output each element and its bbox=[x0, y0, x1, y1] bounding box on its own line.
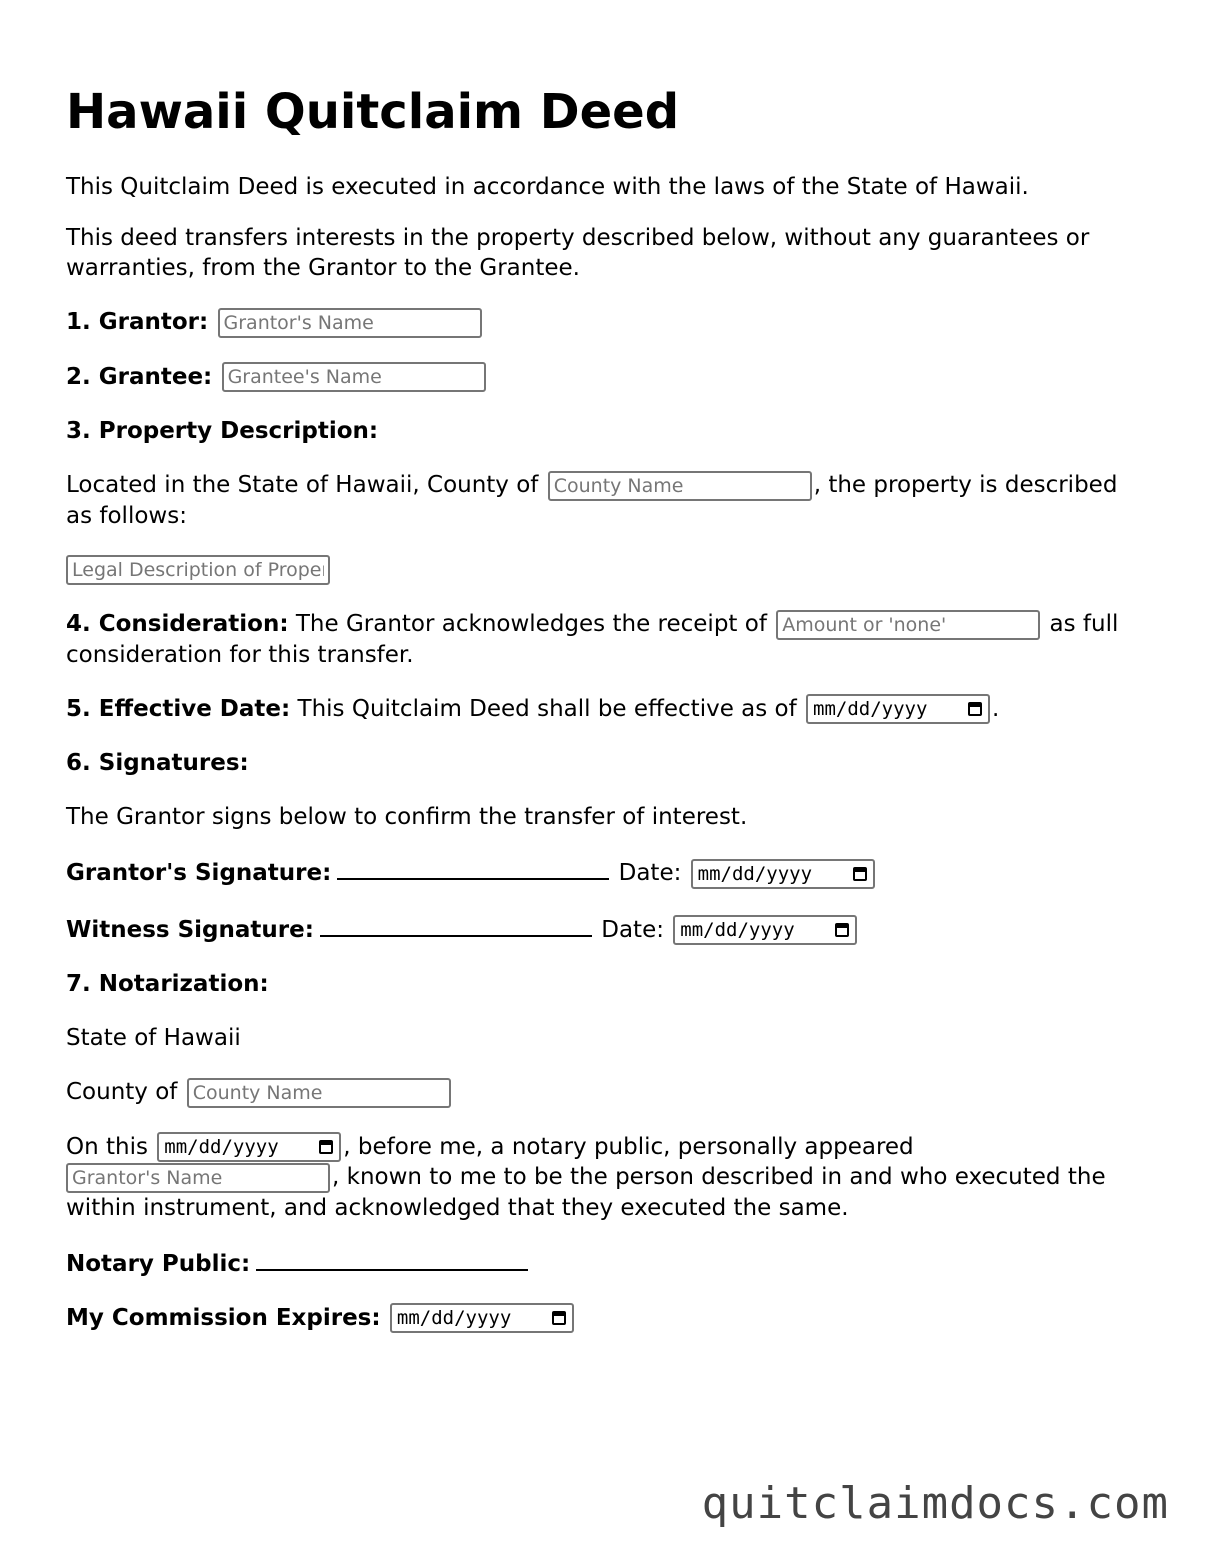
notary-on-this: On this bbox=[66, 1133, 148, 1160]
notary-public-label: Notary Public: bbox=[66, 1250, 251, 1277]
notary-state-row bbox=[66, 1023, 1141, 1053]
effective-date-label: 5. Effective Date: bbox=[66, 695, 291, 722]
notary-county-row bbox=[66, 1077, 1141, 1108]
notarization-heading-row bbox=[66, 969, 1141, 999]
date-placeholder: mm/dd/yyyy bbox=[680, 919, 795, 941]
notary-public-row bbox=[66, 1247, 1141, 1279]
property-text-after: , the property is described as follows: bbox=[66, 472, 1118, 529]
calendar-icon[interactable] bbox=[853, 867, 867, 881]
legal-description-input[interactable] bbox=[66, 555, 330, 585]
date-placeholder: mm/dd/yyyy bbox=[697, 862, 813, 885]
grantor-signature-label: Grantor's Signature: bbox=[66, 860, 332, 886]
property-location-row bbox=[66, 470, 1141, 531]
consideration-text-after: as full consideration for this transfer. bbox=[66, 611, 1119, 668]
grantor-row bbox=[66, 307, 1141, 338]
notary-grantor-name-input[interactable] bbox=[66, 1163, 330, 1193]
witness-signature-date-input[interactable] bbox=[673, 915, 857, 945]
property-heading: 3. Property Description: bbox=[66, 418, 379, 444]
date-placeholder: mm/dd/yyyy bbox=[396, 1307, 512, 1329]
property-heading-row bbox=[66, 416, 1141, 446]
signatures-heading-row bbox=[66, 748, 1141, 778]
witness-signature-line[interactable] bbox=[320, 913, 592, 937]
effective-date-row bbox=[66, 694, 1141, 725]
consideration-text-before: The Grantor acknowledges the receipt of bbox=[288, 611, 767, 637]
commission-expires-row bbox=[66, 1303, 1141, 1334]
page-title: Hawaii Quitclaim Deed bbox=[66, 84, 680, 140]
signatures-text-row bbox=[66, 802, 1141, 832]
calendar-icon[interactable] bbox=[552, 1311, 566, 1325]
effective-date-text: This Quitclaim Deed shall be effective as of bbox=[290, 695, 797, 722]
consideration-row bbox=[66, 609, 1141, 670]
date-placeholder: mm/dd/yyyy bbox=[164, 1136, 279, 1158]
grantor-signature-date-input[interactable] bbox=[691, 859, 875, 889]
property-county-input[interactable] bbox=[548, 471, 812, 501]
calendar-icon[interactable] bbox=[319, 1140, 333, 1154]
watermark: quitclaimdocs.com bbox=[701, 1478, 1169, 1529]
witness-signature-label: Witness Signature: bbox=[66, 916, 314, 943]
grantor-date-label: Date: bbox=[618, 860, 682, 886]
notary-state: State of Hawaii bbox=[66, 1025, 241, 1051]
effective-date-input[interactable] bbox=[806, 694, 990, 724]
calendar-icon[interactable] bbox=[968, 702, 982, 716]
commission-expires-label: My Commission Expires: bbox=[66, 1304, 381, 1331]
signatures-text: The Grantor signs below to confirm the transfer of interest. bbox=[66, 804, 748, 830]
property-text-before: Located in the State of Hawaii, County of bbox=[66, 472, 539, 498]
calendar-icon[interactable] bbox=[835, 923, 849, 937]
consideration-label: 4. Consideration: bbox=[66, 611, 289, 637]
grantee-row bbox=[66, 362, 1141, 393]
notary-county-input[interactable] bbox=[187, 1078, 451, 1108]
notary-statement-row bbox=[66, 1132, 1141, 1223]
notarization-heading: 7. Notarization: bbox=[66, 971, 269, 997]
deed-form bbox=[66, 80, 1141, 1357]
legal-description-row bbox=[66, 555, 1141, 586]
intro-paragraph-2: This deed transfers interests in the property described below, without any guarantees or warranties, from the Grantor to the Grantee. bbox=[66, 225, 1090, 281]
intro-paragraph-1: This Quitclaim Deed is executed in accordance with the laws of the State of Hawaii. bbox=[66, 174, 1029, 200]
grantor-label: 1. Grantor: bbox=[66, 309, 209, 335]
consideration-amount-input[interactable] bbox=[776, 610, 1040, 640]
grantor-name-input[interactable] bbox=[218, 308, 482, 338]
grantor-signature-row bbox=[66, 856, 1141, 889]
grantee-label: 2. Grantee: bbox=[66, 363, 213, 390]
notary-date-input[interactable] bbox=[157, 1132, 341, 1162]
grantor-signature-line[interactable] bbox=[337, 856, 609, 880]
notary-text-2: , known to me to be the person described in and who executed the within instrument, and acknowledged that they executed the same. bbox=[66, 1164, 1106, 1221]
date-placeholder: mm/dd/yyyy bbox=[813, 698, 928, 720]
witness-date-label: Date: bbox=[601, 916, 664, 943]
notary-county-label: County of bbox=[66, 1079, 178, 1105]
signatures-heading: 6. Signatures: bbox=[66, 750, 249, 776]
commission-expires-date-input[interactable] bbox=[390, 1303, 574, 1333]
notary-text-1: , before me, a notary public, personally appeared bbox=[343, 1133, 914, 1160]
effective-date-period: . bbox=[992, 695, 1000, 722]
witness-signature-row bbox=[66, 913, 1141, 946]
notary-signature-line[interactable] bbox=[256, 1247, 528, 1271]
grantee-name-input[interactable] bbox=[222, 362, 486, 392]
